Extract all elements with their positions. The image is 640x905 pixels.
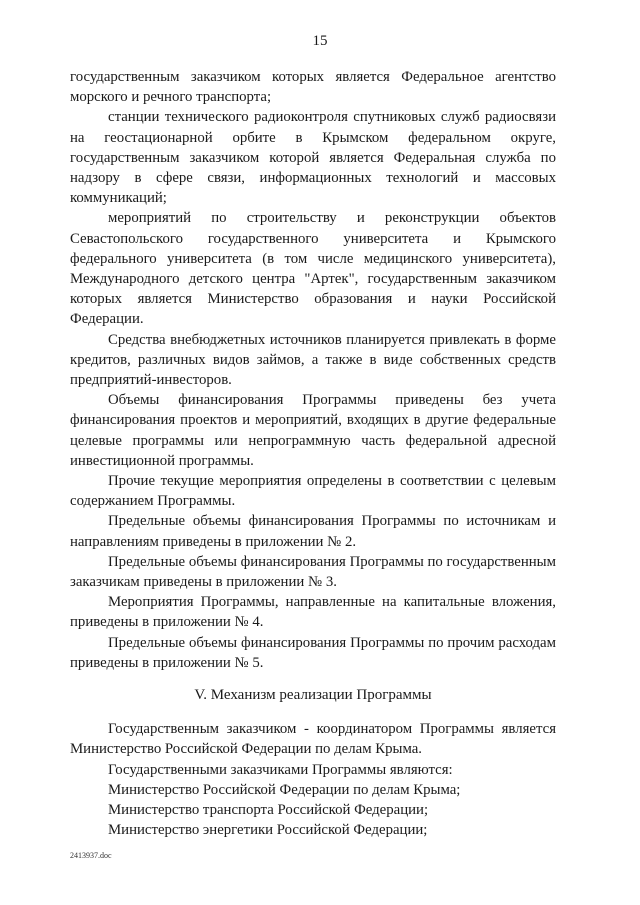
paragraph-coordinator: Государственным заказчиком - координатором Программы является Министерство Российской Федерации по делам Крыма.	[70, 721, 556, 758]
paragraph-current-activities: Прочие текущие мероприятия определены в соответствии с целевым содержанием Программы.	[70, 473, 556, 510]
paragraph-appendix-2: Предельные объемы финансирования Программы по источникам и направлениям приведены в приложении № 2.	[70, 513, 556, 550]
paragraph-continuation: государственным заказчиком которых является Федеральное агентство морского и речного транспорта;	[70, 69, 556, 106]
paragraph-radio-control-stations: станции технического радиоконтроля спутниковых служб радиосвязи на геостационарной орбите в Крымском федеральном округе, государственным заказчиком которой является Федеральная служба по надзору в сфере связи, информационных технологий и массовых коммуникаций;	[70, 109, 556, 207]
paragraph-appendix-3: Предельные объемы финансирования Программы по государственным заказчикам приведены в приложении № 3.	[70, 553, 556, 591]
list-item-energy-ministry: Министерство энергетики Российской Федерации;	[108, 822, 428, 839]
footer-filename: 2413937.doc	[70, 851, 112, 860]
page-number: 15	[312, 33, 328, 49]
paragraph-customers-intro: Государственными заказчиками Программы являются:	[108, 761, 453, 778]
list-item-transport-ministry: Министерство транспорта Российской Федерации;	[108, 801, 429, 818]
paragraph-university-construction: мероприятий по строительству и реконструкции объектов Севастопольского государственного университета и Крымского федерального университета (в том числе медицинского университета), Международного детского центра "Артек", государственным заказчиком которых является Министерство образования и науки Российской Федерации.	[70, 210, 556, 328]
list-item-crimea-ministry: Министерство Российской Федерации по делам Крыма;	[108, 781, 461, 798]
paragraph-appendix-5: Предельные объемы финансирования Программы по прочим расходам приведены в приложении № 5.	[70, 634, 556, 671]
section-heading: V. Механизм реализации Программы	[194, 687, 432, 704]
paragraph-extrabudgetary-funds: Средства внебюджетных источников планируется привлекать в форме кредитов, различных видов займов, а также в виде собственных средств предприятий-инвесторов.	[70, 331, 556, 389]
document-body	[70, 67, 556, 840]
paragraph-financing-volumes: Объемы финансирования Программы приведены без учета финансирования проектов и мероприятий, входящих в другие федеральные целевые программы или непрограммную часть федеральной адресной инвестиционной программы.	[70, 392, 556, 469]
paragraph-appendix-4: Мероприятия Программы, направленные на капитальные вложения, приведены в приложении № 4.	[70, 594, 556, 631]
